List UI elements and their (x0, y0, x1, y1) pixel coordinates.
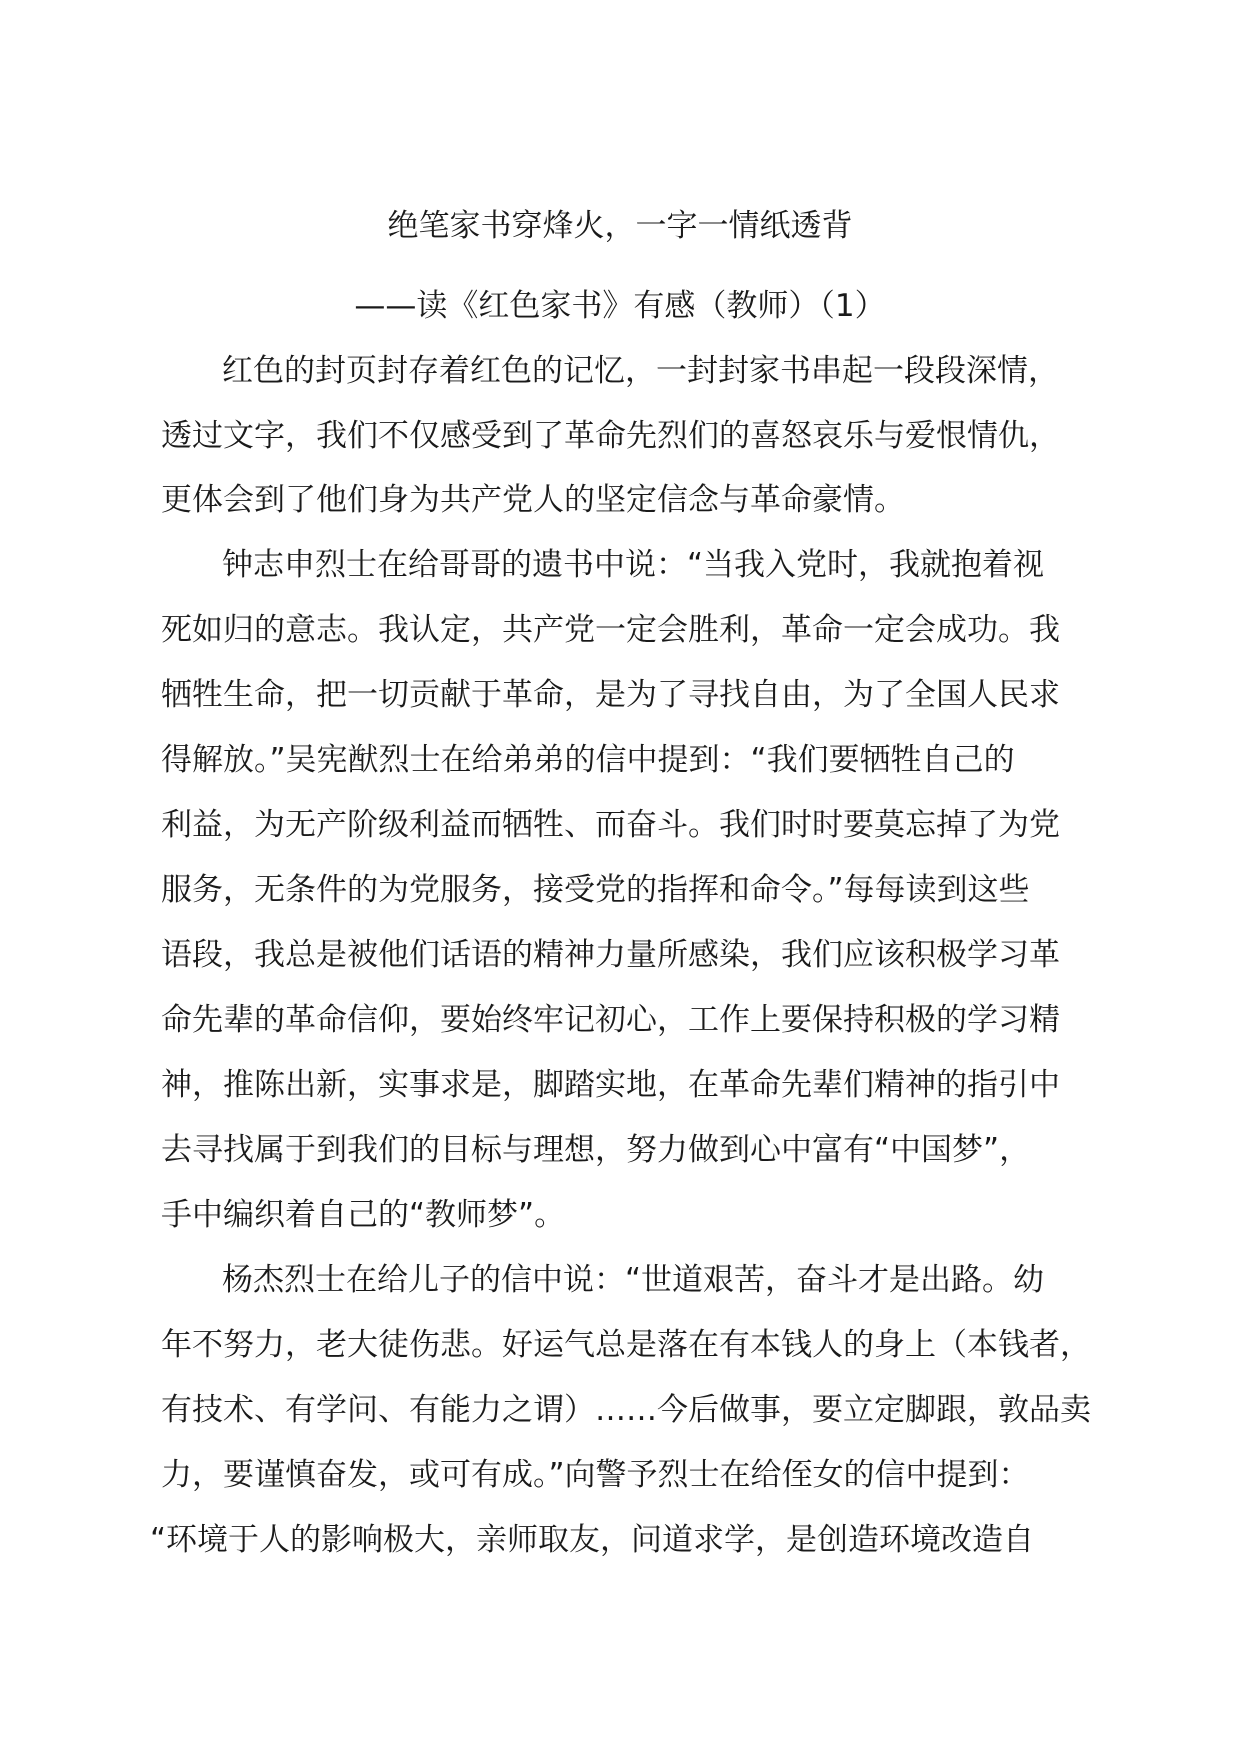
paragraph-line: 力，要谨慎奋发，或可有成。”向警予烈士在给侄女的信中提到： (161, 1457, 1030, 1493)
document-title: 绝笔家书穿烽火，一字一情纸透背 (387, 208, 853, 244)
paragraph-line: 死如归的意志。我认定，共产党一定会胜利，革命一定会成功。我 (161, 612, 1060, 648)
paragraph-line: 有技术、有学问、有能力之谓）……今后做事，要立定脚跟，敦品卖 (161, 1392, 1091, 1428)
paragraph-line: 牺牲生命，把一切贡献于革命，是为了寻找自由，为了全国人民求 (161, 677, 1060, 713)
paragraph-line: 钟志申烈士在给哥哥的遗书中说：“当我入党时，我就抱着视 (222, 547, 1045, 583)
paragraph-line: 神，推陈出新，实事求是，脚踏实地，在革命先辈们精神的指引中 (161, 1067, 1060, 1103)
paragraph-line: 得解放。”吴宪猷烈士在给弟弟的信中提到：“我们要牺牲自己的 (161, 742, 1015, 778)
paragraph-line: 杨杰烈士在给儿子的信中说：“世道艰苦，奋斗才是出路。幼 (222, 1262, 1045, 1298)
paragraph-line: 命先辈的革命信仰，要始终牢记初心，工作上要保持积极的学习精 (161, 1002, 1060, 1038)
paragraph-line: “环境于人的影响极大，亲师取友，问道求学，是创造环境改造自 (150, 1522, 1035, 1558)
document-subtitle: ——读《红色家书》有感（教师）（1） (354, 288, 886, 324)
paragraph-line: 更体会到了他们身为共产党人的坚定信念与革命豪情。 (161, 482, 905, 518)
paragraph-line: 红色的封页封存着红色的记忆，一封封家书串起一段段深情， (222, 353, 1059, 389)
paragraph-line: 透过文字，我们不仅感受到了革命先烈们的喜怒哀乐与爱恨情仇， (161, 418, 1060, 454)
paragraph-line: 手中编织着自己的“教师梦”。 (161, 1197, 566, 1233)
paragraph-line: 利益，为无产阶级利益而牺牲、而奋斗。我们时时要莫忘掉了为党 (161, 807, 1060, 843)
paragraph-line: 年不努力，老大徒伤悲。好运气总是落在有本钱人的身上（本钱者， (161, 1327, 1091, 1363)
paragraph-line: 语段，我总是被他们话语的精神力量所感染，我们应该积极学习革 (161, 937, 1060, 973)
paragraph-line: 服务，无条件的为党服务，接受党的指挥和命令。”每每读到这些 (161, 872, 1030, 908)
paragraph-line: 去寻找属于到我们的目标与理想，努力做到心中富有“中国梦”， (161, 1132, 1031, 1168)
